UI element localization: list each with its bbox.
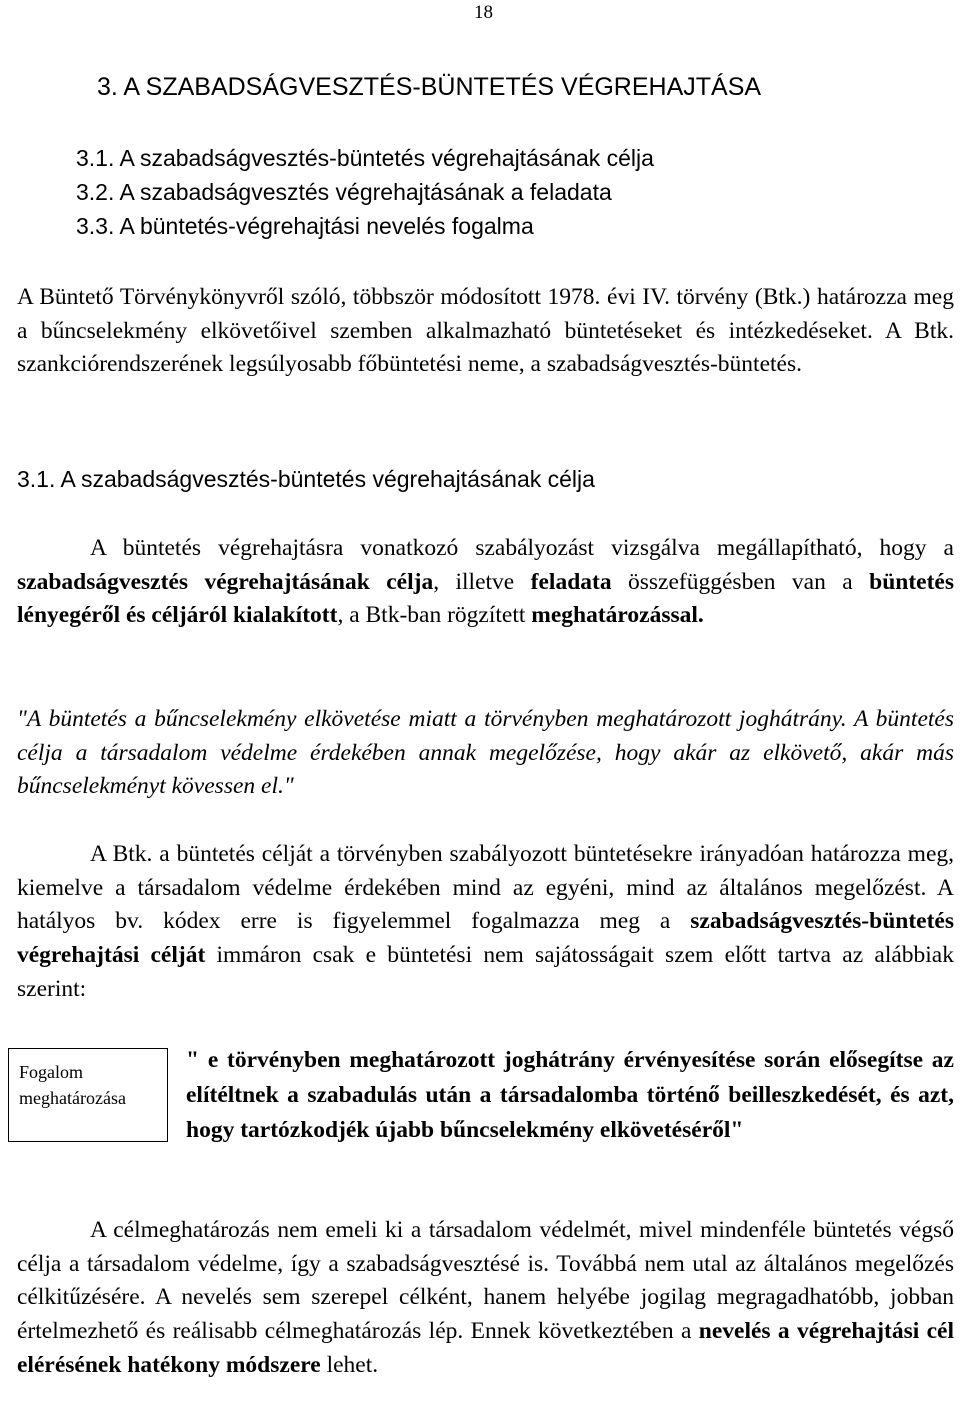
definition-label-line-1: Fogalom <box>19 1062 84 1082</box>
paragraph-1-text-1: A büntetés végrehajtásra vonatkozó szabályozást vizsgálva megállapítható, hogy a <box>90 535 954 561</box>
paragraph-1-text-3: összefüggésben van a <box>611 568 870 595</box>
definition-text: " e törvényben meghatározott joghátrány érvényesítése során elősegítse az elítéltnek a szabadulás után a társadalomba történő beilleszkedését, és azt, hogy tartózkodjék újabb bűncselekmény elkövetéséről" <box>186 1047 954 1143</box>
paragraph-1-bold-3: büntetés lényegéről és céljáról kialakított <box>17 568 954 629</box>
paragraph-1 <box>17 532 954 633</box>
paragraph-3-bold-1: nevelés a végrehajtási cél elérésének hatékony módszere <box>17 1318 955 1378</box>
chapter-title: 3. A SZABADSÁGVESZTÉS-BÜNTETÉS VÉGREHAJTÁSA <box>97 73 762 101</box>
quoted-definition: "A büntetés a bűncselekmény elkövetése miatt a törvényben meghatározott joghátrány. A büntetés célja a társadalom védelme érdekében annak megelőzése, hogy akár az elkövető, akár más bűncselekményt kövessen el." <box>17 706 954 800</box>
section-heading: 3.1. A szabadságvesztés-büntetés végrehajtásának célja <box>17 466 595 492</box>
paragraph-2-bold-1: szabadságvesztés-büntetés végrehajtási célját <box>17 908 954 969</box>
paragraph-1-bold-4: meghatározással. <box>531 602 704 629</box>
page-number: 18 <box>474 2 493 23</box>
toc-item-3: 3.3. A büntetés-végrehajtási nevelés fogalma <box>76 213 534 239</box>
definition-label-line-2: meghatározása <box>19 1088 126 1108</box>
toc-item-1: 3.1. A szabadságvesztés-büntetés végrehajtásának célja <box>76 145 654 171</box>
paragraph-3-text-1: A célmeghatározás nem emeli ki a társadalom védelmét, mivel mindenféle büntetés végső célja a társadalom védelme, így a szabadságvesztésé is. Továbbá nem utal az általános megelőzés célkitűzésére. A nevelés sem szerepel célként, hanem helyébe jogilag megragadhatóbb, jobban értelmezhető és reálisabb célmeghatározás lép. Ennek következtében a <box>17 1217 954 1345</box>
paragraph-3-text-2: lehet. <box>320 1351 379 1378</box>
paragraph-2-text-2: immáron csak e büntetési nem sajátosságait szem előtt tartva az alábbiak szerint: <box>17 942 954 1002</box>
paragraph-2-text-1: A Btk. a büntetés célját a törvényben szabályozott büntetésekre irányadóan határozza meg, kiemelve a társadalom védelme érdekében mind az egyéni, mind az általános megelőzést. A hatályos bv. kódex erre is figyelemmel fogalmazza meg a <box>17 841 954 935</box>
definition-label-box <box>8 1048 168 1142</box>
paragraph-3 <box>17 1214 954 1383</box>
paragraph-1-bold-1: szabadságvesztés végrehajtásának célja <box>17 568 434 595</box>
intro-paragraph: A Büntető Törvénykönyvről szóló, többször módosított 1978. évi IV. törvény (Btk.) határozza meg a bűncselekmény elkövetőivel szemben alkalmazható büntetéseket és intézkedéseket. A Btk. szankciórendszerének legsúlyosabb főbüntetési neme, a szabadságvesztés-büntetés. <box>17 284 954 378</box>
paragraph-1-bold-2: feladata <box>530 568 612 595</box>
toc-item-2: 3.2. A szabadságvesztés végrehajtásának a feladata <box>76 179 612 205</box>
paragraph-1-text-2: , illetve <box>433 568 531 595</box>
paragraph-2 <box>17 838 954 1007</box>
paragraph-1-text-4: , a Btk-ban rögzített <box>337 602 532 629</box>
